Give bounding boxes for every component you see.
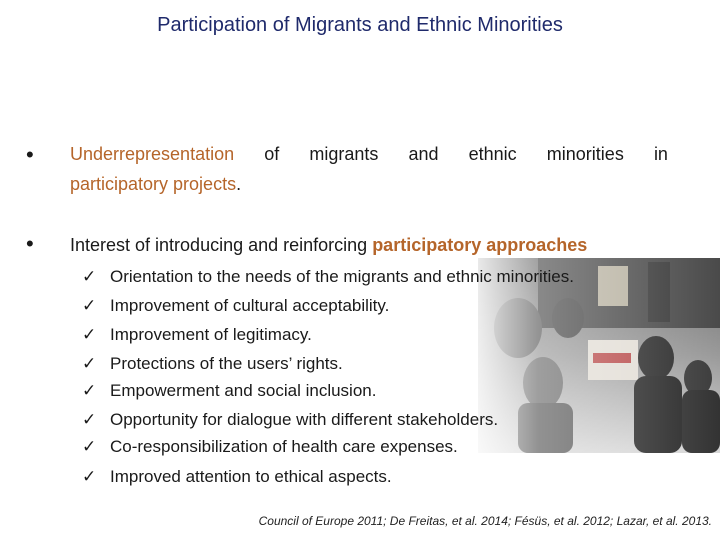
bullet-word: in xyxy=(653,144,668,164)
bullet-word: Underrepresentation xyxy=(70,144,235,164)
list-item xyxy=(82,325,312,345)
bullet-text xyxy=(70,235,587,256)
bullet-word: minorities xyxy=(546,144,624,164)
bullet-prefix: Interest of introducing and reinforcing xyxy=(70,235,373,255)
checkmark-icon: ✓ xyxy=(82,354,97,373)
bullet-word: and xyxy=(408,144,439,164)
checkmark-icon: ✓ xyxy=(82,296,97,315)
checkmark-icon: ✓ xyxy=(82,267,97,286)
bullet-marker: • xyxy=(26,231,34,256)
period: . xyxy=(236,174,242,194)
bullet-line-2 xyxy=(70,174,241,195)
citation: Council of Europe 2011; De Freitas, et al. 2014; Fésüs, et al. 2012; Lazar, et al. 2013. xyxy=(258,514,712,528)
bullet-marker: • xyxy=(26,142,34,167)
list-item xyxy=(82,437,458,457)
checkmark-icon: ✓ xyxy=(82,437,97,456)
bullet-word: migrants xyxy=(309,144,379,164)
checkmark-icon: ✓ xyxy=(82,410,97,429)
list-item-text: Improvement of cultural acceptability. xyxy=(110,296,390,315)
list-item-text: Opportunity for dialogue with different stakeholders. xyxy=(110,410,499,429)
list-item-text: Orientation to the needs of the migrants and ethnic minorities. xyxy=(110,267,574,286)
checkmark-icon: ✓ xyxy=(82,467,97,486)
list-item-text: Protections of the users’ rights. xyxy=(110,354,343,373)
list-item xyxy=(82,381,376,401)
bullet-line-1 xyxy=(70,144,668,165)
slide-title: Participation of Migrants and Ethnic Minorities xyxy=(157,14,563,36)
highlight-text: participatory approaches xyxy=(372,235,588,255)
list-item-text: Co-responsibilization of health care expenses. xyxy=(110,437,458,456)
checkmark-icon: ✓ xyxy=(82,325,97,344)
crowd-photo xyxy=(478,258,720,453)
list-item xyxy=(82,354,343,374)
list-item xyxy=(82,267,574,287)
highlight-text: participatory projects xyxy=(70,174,237,194)
bullet-word: ethnic xyxy=(468,144,517,164)
list-item xyxy=(82,467,392,487)
checkmark-icon: ✓ xyxy=(82,381,97,400)
bullet-word: of xyxy=(264,144,280,164)
list-item xyxy=(82,296,389,316)
list-item xyxy=(82,410,498,430)
list-item-text: Empowerment and social inclusion. xyxy=(110,381,377,400)
list-item-text: Improvement of legitimacy. xyxy=(110,325,312,344)
list-item-text: Improved attention to ethical aspects. xyxy=(110,467,392,486)
